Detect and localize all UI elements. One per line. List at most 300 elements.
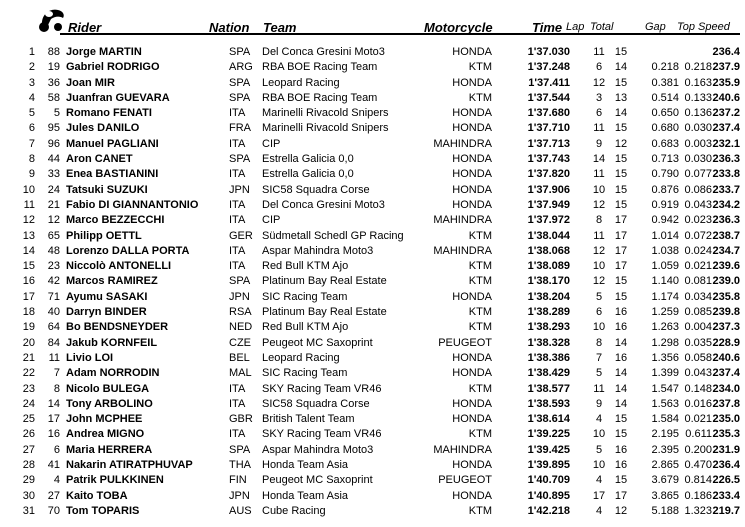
total-laps-cell: 15: [614, 183, 628, 196]
lap-time-cell: 1'38.289: [527, 306, 570, 319]
motorcycle-cell: HONDA: [452, 183, 492, 196]
total-laps-cell: 15: [614, 46, 628, 58]
table-row: [0, 427, 745, 442]
motorcycle-cell: HONDA: [452, 459, 492, 472]
gap-to-previous-cell: 0.043: [684, 198, 712, 211]
rider-number-cell: 12: [47, 214, 60, 227]
best-lap-cell: 14: [592, 153, 606, 166]
motorcycle-cell: KTM: [468, 382, 492, 395]
gap-to-previous-cell: 0.058: [684, 351, 712, 364]
rider-name-cell: Livio LOI: [66, 351, 114, 364]
best-lap-cell: 11: [593, 46, 605, 58]
lap-time-cell: 1'38.614: [527, 413, 570, 426]
gap-to-previous-cell: 0.200: [684, 443, 712, 456]
motorcycle-cell: PEUGEOT: [438, 336, 492, 349]
nation-cell: ARG: [229, 61, 253, 74]
gap-to-previous-cell: 1.323: [684, 504, 712, 517]
best-lap-cell: 10: [592, 183, 606, 196]
team-cell: Peugeot MC Saxoprint: [262, 336, 373, 349]
rider-number-cell: 36: [47, 76, 60, 89]
lap-time-cell: 1'38.044: [527, 229, 570, 242]
table-row: [0, 183, 745, 198]
lap-time-cell: 1'38.204: [527, 290, 570, 303]
rider-name-cell: Gabriel RODRIGO: [66, 61, 160, 74]
table-row: [0, 167, 745, 182]
motorcycle-cell: KTM: [468, 229, 492, 242]
top-speed-cell: 228.9: [712, 336, 740, 349]
gap-to-previous-cell: 0.034: [684, 290, 712, 303]
rider-name-cell: Kaito TOBA: [66, 489, 128, 502]
nation-cell: SPA: [229, 443, 251, 456]
rider-name-cell: Jakub KORNFEIL: [66, 336, 158, 349]
total-laps-cell: 16: [614, 443, 628, 456]
gap-to-first-cell: 3.865: [651, 489, 679, 502]
gap-to-first-cell: 1.059: [651, 260, 679, 273]
gap-to-first-cell: 1.547: [651, 382, 679, 395]
position-cell: 21: [22, 351, 35, 364]
motorcycle-cell: HONDA: [452, 489, 492, 502]
nation-cell: FIN: [229, 474, 247, 487]
total-laps-cell: 12: [614, 137, 628, 150]
motorcycle-cell: MAHINDRA: [433, 443, 492, 456]
nation-cell: GBR: [229, 413, 253, 426]
motorcycle-column-header: Motorcycle: [424, 20, 493, 35]
nation-cell: SPA: [229, 153, 251, 166]
gap-to-first-cell: 0.514: [651, 91, 679, 104]
nation-cell: ITA: [229, 428, 246, 441]
total-laps-cell: 14: [614, 107, 628, 120]
lap-time-cell: 1'38.328: [527, 336, 570, 349]
gap-to-previous-cell: 0.077: [684, 168, 712, 181]
rider-name-cell: Joan MIR: [66, 76, 115, 89]
rider-name-cell: Darryn BINDER: [66, 306, 147, 319]
table-row: [0, 274, 745, 289]
gap-to-first-cell: 1.038: [651, 244, 679, 257]
rider-name-cell: Nicolo BULEGA: [66, 382, 150, 395]
top-speed-cell: 236.3: [712, 153, 740, 166]
position-cell: 4: [28, 91, 35, 104]
best-lap-cell: 8: [595, 214, 603, 227]
total-laps-cell: 15: [614, 413, 628, 426]
rider-number-cell: 17: [47, 413, 60, 426]
gap-to-previous-cell: 0.003: [684, 137, 712, 150]
team-cell: SKY Racing Team VR46: [262, 382, 382, 395]
gap-to-previous-cell: 0.136: [684, 107, 712, 120]
motorcycle-rider-icon: [36, 5, 66, 33]
team-cell: CIP: [262, 214, 281, 227]
top-speed-cell: 237.2: [712, 107, 740, 120]
nation-cell: SPA: [229, 76, 251, 89]
gap-to-first-cell: 0.919: [651, 198, 679, 211]
header-rule: [60, 33, 740, 35]
team-cell: RBA BOE Racing Team: [262, 61, 378, 74]
team-cell: RBA BOE Racing Team: [262, 91, 378, 104]
rider-name-cell: Juanfran GUEVARA: [66, 91, 170, 104]
best-lap-cell: 12: [592, 198, 606, 211]
total-laps-cell: 14: [614, 397, 628, 410]
table-row: [0, 305, 745, 320]
gap-to-first-cell: 0.876: [651, 183, 679, 196]
gap-to-first-cell: 3.679: [651, 474, 679, 487]
motorcycle-cell: KTM: [468, 321, 492, 334]
lap-time-cell: 1'37.820: [527, 168, 570, 181]
gap-to-first-cell: 0.790: [651, 168, 679, 181]
motorcycle-cell: MAHINDRA: [433, 137, 492, 150]
gap-to-first-cell: 0.381: [651, 76, 679, 89]
gap-to-previous-cell: 0.024: [684, 244, 712, 257]
gap-to-previous-cell: 0.218: [684, 61, 712, 74]
rider-column-header: Rider: [68, 20, 102, 35]
top-speed-cell: 235.8: [712, 290, 740, 303]
rider-number-cell: 41: [47, 459, 60, 472]
team-cell: Peugeot MC Saxoprint: [262, 474, 373, 487]
nation-cell: BEL: [229, 351, 250, 364]
lap-time-cell: 1'38.089: [527, 260, 570, 273]
top-speed-cell: 235.9: [712, 76, 740, 89]
motorcycle-cell: KTM: [468, 260, 492, 273]
total-laps-cell: 15: [614, 474, 628, 487]
rider-number-cell: 71: [47, 290, 60, 303]
position-cell: 28: [22, 459, 35, 472]
rider-number-cell: 14: [47, 397, 60, 410]
table-row: [0, 198, 745, 213]
position-cell: 30: [22, 489, 35, 502]
top-speed-cell: 234.7: [712, 244, 740, 257]
lap-time-cell: 1'40.895: [527, 489, 570, 502]
team-cell: CIP: [262, 137, 281, 150]
lap-time-cell: 1'42.218: [527, 504, 570, 517]
lap-time-cell: 1'38.293: [527, 321, 570, 334]
lap-time-cell: 1'37.680: [527, 107, 570, 120]
team-cell: SIC58 Squadra Corse: [262, 397, 370, 410]
motorcycle-cell: PEUGEOT: [438, 474, 492, 487]
top-speed-cell: 236.4: [712, 459, 740, 472]
motorcycle-cell: HONDA: [452, 351, 492, 364]
lap-time-cell: 1'38.068: [527, 244, 570, 257]
total-laps-cell: 14: [614, 382, 628, 395]
total-laps-cell: 17: [614, 489, 628, 502]
rider-name-cell: Jules DANILO: [66, 122, 140, 135]
rider-number-cell: 65: [47, 229, 60, 242]
team-cell: Leopard Racing: [262, 76, 340, 89]
best-lap-cell: 6: [595, 61, 603, 74]
total-laps-cell: 17: [614, 214, 628, 227]
top-speed-cell: 233.7: [712, 183, 740, 196]
best-lap-cell: 9: [595, 397, 603, 410]
rider-name-cell: Bo BENDSNEYDER: [66, 321, 169, 334]
gap-column-header: Gap: [645, 21, 666, 33]
nation-cell: JPN: [229, 183, 250, 196]
gap-to-previous-cell: 0.004: [684, 321, 712, 334]
best-lap-cell: 12: [592, 275, 606, 288]
rider-name-cell: Philipp OETTL: [66, 229, 142, 242]
nation-cell: AUS: [229, 504, 252, 517]
gap-to-first-cell: 1.356: [651, 351, 679, 364]
rider-number-cell: 5: [53, 107, 60, 120]
total-laps-cell: 15: [614, 198, 628, 211]
rider-name-cell: Adam NORRODIN: [66, 367, 160, 380]
team-cell: SIC58 Squadra Corse: [262, 183, 370, 196]
top-speed-cell: 240.6: [712, 351, 740, 364]
rider-number-cell: 95: [47, 122, 60, 135]
team-cell: Leopard Racing: [262, 351, 340, 364]
team-cell: Platinum Bay Real Estate: [262, 306, 387, 319]
rider-number-cell: 8: [53, 382, 60, 395]
nation-cell: THA: [229, 459, 251, 472]
gap-to-first-cell: 2.195: [651, 428, 679, 441]
lap-time-cell: 1'38.429: [527, 367, 570, 380]
lap-time-cell: 1'37.248: [527, 61, 570, 74]
total-laps-cell: 15: [614, 122, 628, 135]
lap-time-cell: 1'38.577: [527, 382, 570, 395]
best-lap-cell: 5: [595, 443, 603, 456]
motorcycle-cell: HONDA: [452, 413, 492, 426]
gap-to-previous-cell: 0.186: [684, 489, 712, 502]
lap-time-cell: 1'38.170: [527, 275, 570, 288]
table-row: [0, 351, 745, 366]
nation-cell: MAL: [229, 367, 252, 380]
team-cell: Del Conca Gresini Moto3: [262, 46, 385, 58]
gap-to-first-cell: 1.014: [651, 229, 679, 242]
gap-to-first-cell: 0.650: [651, 107, 679, 120]
team-cell: Del Conca Gresini Moto3: [262, 198, 385, 211]
rider-number-cell: 88: [47, 46, 60, 58]
nation-cell: ITA: [229, 168, 246, 181]
gap-to-first-cell: 2.395: [651, 443, 679, 456]
table-row: [0, 45, 745, 60]
team-cell: Aspar Mahindra Moto3: [262, 244, 374, 257]
motorcycle-cell: KTM: [468, 428, 492, 441]
rider-number-cell: 24: [47, 183, 60, 196]
position-cell: 15: [22, 260, 35, 273]
lap-time-cell: 1'40.709: [527, 474, 570, 487]
team-cell: Aspar Mahindra Moto3: [262, 443, 374, 456]
position-cell: 8: [28, 153, 35, 166]
nation-cell: RSA: [229, 306, 252, 319]
best-lap-cell: 8: [595, 336, 603, 349]
position-cell: 24: [22, 397, 35, 410]
position-cell: 10: [22, 183, 35, 196]
total-laps-cell: 15: [614, 290, 628, 303]
nation-cell: ITA: [229, 244, 246, 257]
top-speed-cell: 233.4: [712, 489, 740, 502]
total-column-header: Total: [590, 21, 614, 33]
nation-cell: JPN: [229, 489, 250, 502]
best-lap-cell: 7: [595, 351, 603, 364]
team-cell: Südmetall Schedl GP Racing: [262, 229, 404, 242]
rider-number-cell: 7: [53, 367, 60, 380]
table-row: [0, 259, 745, 274]
lap-column-header: Lap: [566, 21, 585, 33]
nation-cell: JPN: [229, 290, 250, 303]
nation-cell: SPA: [229, 91, 251, 104]
nation-cell: ITA: [229, 260, 246, 273]
gap-to-first-cell: 1.298: [651, 336, 679, 349]
total-laps-cell: 13: [614, 91, 628, 104]
total-laps-cell: 17: [614, 229, 628, 242]
rider-name-cell: Tom TOPARIS: [66, 504, 140, 517]
team-cell: SKY Racing Team VR46: [262, 428, 382, 441]
table-row: [0, 244, 745, 259]
nation-cell: SPA: [229, 46, 251, 58]
lap-time-cell: 1'37.030: [527, 46, 570, 58]
table-row: [0, 152, 745, 167]
gap-to-first-cell: 5.188: [651, 504, 679, 517]
top-speed-cell: 235.0: [712, 413, 740, 426]
motorcycle-cell: HONDA: [452, 153, 492, 166]
position-cell: 12: [22, 214, 35, 227]
lap-time-cell: 1'37.710: [527, 122, 570, 135]
position-cell: 3: [28, 76, 35, 89]
rider-name-cell: Marcos RAMIREZ: [66, 275, 158, 288]
team-cell: Red Bull KTM Ajo: [262, 321, 349, 334]
top-speed-cell: 234.0: [712, 382, 740, 395]
top-speed-cell: 237.8: [712, 397, 740, 410]
top-speed-cell: 238.7: [712, 229, 740, 242]
rider-name-cell: Marco BEZZECCHI: [66, 214, 165, 227]
table-row: [0, 336, 745, 351]
nation-cell: ITA: [229, 198, 246, 211]
best-lap-cell: 5: [595, 367, 603, 380]
position-cell: 2: [28, 61, 35, 74]
position-cell: 9: [28, 168, 35, 181]
motorcycle-cell: KTM: [468, 61, 492, 74]
best-lap-cell: 6: [595, 306, 603, 319]
rider-number-cell: 40: [47, 306, 60, 319]
table-row: [0, 412, 745, 427]
total-laps-cell: 15: [614, 153, 628, 166]
rider-number-cell: 48: [47, 244, 60, 257]
rider-number-cell: 4: [53, 474, 60, 487]
rider-number-cell: 16: [47, 428, 60, 441]
rider-number-cell: 42: [47, 275, 60, 288]
gap-to-first-cell: 0.942: [651, 214, 679, 227]
rider-name-cell: Niccolò ANTONELLI: [66, 260, 172, 273]
team-cell: SIC Racing Team: [262, 367, 348, 380]
nation-column-header: Nation: [209, 20, 250, 35]
rider-number-cell: 11: [48, 351, 60, 364]
total-laps-cell: 15: [614, 428, 628, 441]
table-row: [0, 91, 745, 106]
best-lap-cell: 5: [595, 290, 603, 303]
nation-cell: ITA: [229, 214, 246, 227]
rider-number-cell: 27: [47, 489, 60, 502]
gap-to-previous-cell: 0.021: [684, 413, 712, 426]
rider-number-cell: 33: [47, 168, 60, 181]
gap-to-first-cell: 1.259: [651, 306, 679, 319]
position-cell: 22: [22, 367, 35, 380]
best-lap-cell: 6: [595, 107, 603, 120]
top-speed-cell: 239.6: [712, 260, 740, 273]
total-laps-cell: 15: [614, 76, 628, 89]
total-laps-cell: 14: [614, 61, 628, 74]
total-laps-cell: 12: [614, 504, 628, 517]
gap-to-previous-cell: 0.030: [684, 153, 712, 166]
lap-time-cell: 1'37.713: [527, 137, 570, 150]
gap-to-previous-cell: 0.081: [684, 275, 712, 288]
rider-number-cell: 44: [47, 153, 60, 166]
team-cell: SIC Racing Team: [262, 290, 348, 303]
rider-name-cell: Manuel PAGLIANI: [66, 137, 159, 150]
table-row: [0, 382, 745, 397]
gap-to-previous-cell: 0.030: [684, 122, 712, 135]
motorcycle-cell: HONDA: [452, 397, 492, 410]
best-lap-cell: 17: [592, 489, 606, 502]
top-speed-cell: 236.4: [712, 46, 740, 58]
rider-name-cell: Andrea MIGNO: [66, 428, 145, 441]
team-cell: Red Bull KTM Ajo: [262, 260, 349, 273]
lap-time-cell: 1'39.895: [527, 459, 570, 472]
rider-name-cell: Tony ARBOLINO: [66, 397, 153, 410]
nation-cell: ITA: [229, 382, 246, 395]
rider-number-cell: 23: [47, 260, 60, 273]
rider-number-cell: 21: [47, 198, 60, 211]
gap-to-first-cell: 0.683: [651, 137, 679, 150]
table-row: [0, 60, 745, 75]
top-speed-cell: 235.3: [712, 428, 740, 441]
total-laps-cell: 16: [614, 351, 628, 364]
rider-name-cell: Maria HERRERA: [66, 443, 153, 456]
position-cell: 13: [22, 229, 35, 242]
top-speed-cell: 233.8: [712, 168, 740, 181]
best-lap-cell: 9: [595, 137, 603, 150]
lap-time-cell: 1'37.906: [527, 183, 570, 196]
motorcycle-cell: KTM: [468, 504, 492, 517]
table-row: [0, 137, 745, 152]
top-speed-cell: 239.8: [712, 306, 740, 319]
lap-time-cell: 1'37.949: [527, 198, 570, 211]
position-cell: 18: [22, 306, 35, 319]
best-lap-cell: 12: [592, 76, 606, 89]
motorcycle-cell: KTM: [468, 91, 492, 104]
lap-time-cell: 1'39.225: [527, 428, 570, 441]
position-cell: 14: [22, 244, 35, 257]
best-lap-cell: 12: [592, 244, 606, 257]
nation-cell: ITA: [229, 137, 246, 150]
top-speed-cell: 226.5: [712, 474, 740, 487]
best-lap-cell: 4: [595, 413, 603, 426]
position-cell: 25: [22, 413, 35, 426]
table-row: [0, 106, 745, 121]
gap-to-first-cell: 1.584: [651, 413, 679, 426]
table-row: [0, 121, 745, 136]
lap-time-cell: 1'38.386: [527, 351, 570, 364]
top-speed-cell: 237.9: [712, 61, 740, 74]
best-lap-cell: 4: [595, 474, 603, 487]
best-lap-cell: 11: [593, 122, 605, 135]
position-cell: 31: [22, 504, 35, 517]
rider-number-cell: 70: [47, 504, 60, 517]
team-cell: British Talent Team: [262, 413, 355, 426]
gap-to-previous-cell: 0.035: [684, 336, 712, 349]
gap-to-previous-cell: 0.814: [684, 474, 712, 487]
time-column-header: Time: [532, 20, 563, 35]
position-cell: 5: [28, 107, 35, 120]
team-cell: Honda Team Asia: [262, 489, 349, 502]
lap-time-cell: 1'37.743: [527, 153, 570, 166]
top-speed-cell: 237.3: [712, 321, 740, 334]
nation-cell: ITA: [229, 107, 246, 120]
nation-cell: ITA: [229, 397, 246, 410]
gap-to-previous-cell: 0.043: [684, 367, 712, 380]
position-cell: 17: [22, 290, 35, 303]
rider-number-cell: 84: [47, 336, 60, 349]
table-row: [0, 290, 745, 305]
lap-time-cell: 1'38.593: [527, 397, 570, 410]
rider-name-cell: Fabio DI GIANNANTONIO: [66, 198, 199, 211]
team-cell: Cube Racing: [262, 504, 326, 517]
best-lap-cell: 10: [592, 321, 606, 334]
